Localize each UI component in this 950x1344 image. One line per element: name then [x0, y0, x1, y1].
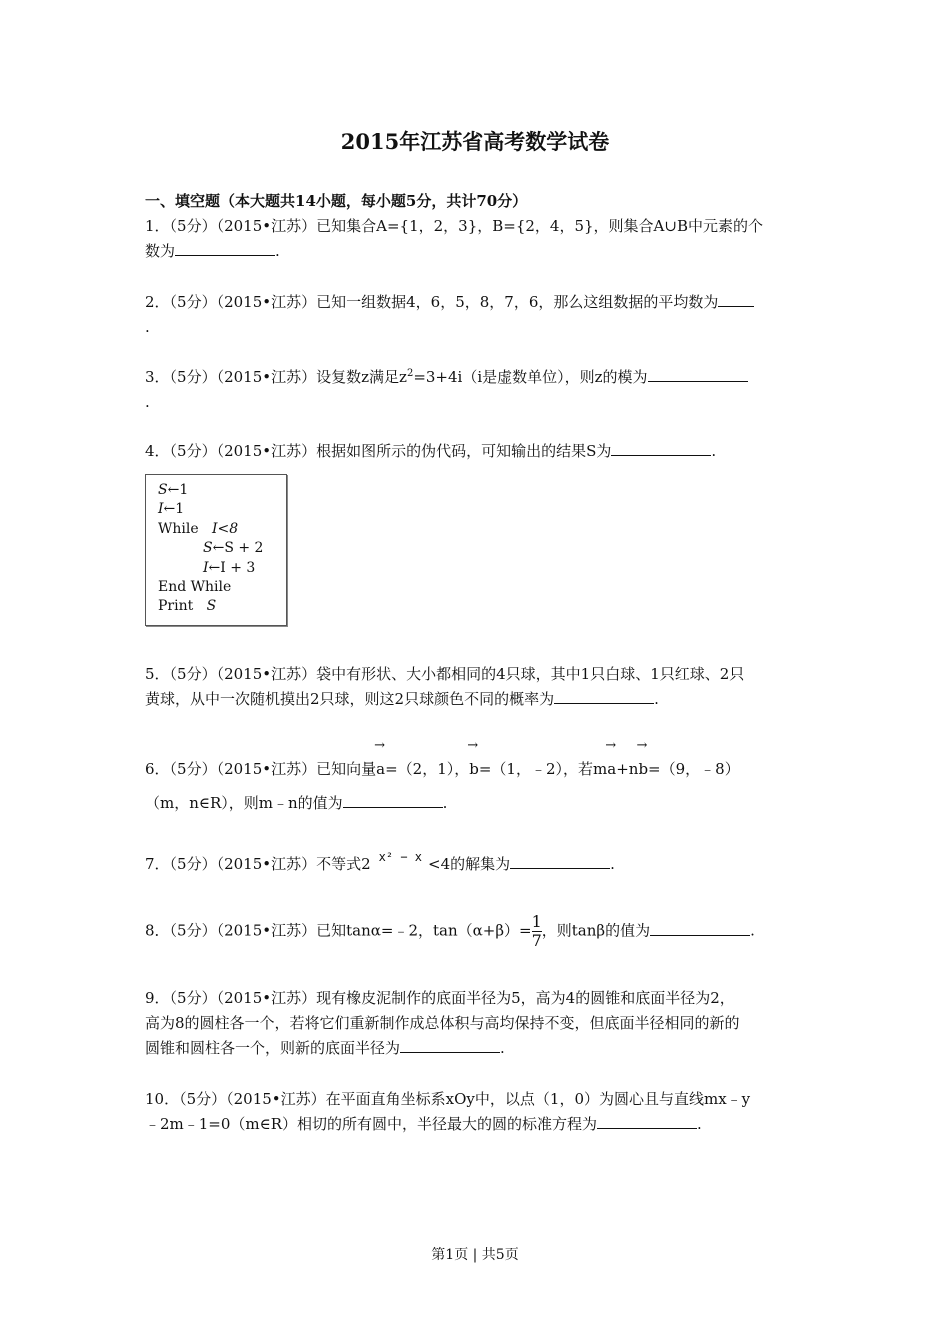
q-meta: （5分）（2015•江苏）	[169, 442, 317, 460]
q-meta: （5分）（2015•江苏）	[169, 921, 317, 940]
question-7: 7．（5分）（2015•江苏）不等式2 $^{x^2 - x}$ <4的解集为 .	[145, 850, 615, 873]
answer-blank	[597, 1113, 697, 1129]
code-line-6: End While	[158, 579, 232, 595]
q-meta: （5分）（2015•江苏）	[169, 665, 317, 683]
q-num: 9．	[145, 989, 170, 1007]
question-1: 1．（5分）（2015•江苏）已知集合A={1，2，3}，B={2，4，5}，则集合A∪B中元素的个 数为 .	[145, 217, 763, 260]
answer-blank	[510, 853, 610, 869]
q-num: 6．	[145, 760, 170, 778]
q-text: =3+4i（i是虚数单位），则z的模为	[413, 368, 648, 386]
question-5: 5．（5分）（2015•江苏）袋中有形状、大小都相同的4只球，其中1只白球、1只红球、2只 黄球，从中一次随机摸出2只球，则这2只球颜色不同的概率为 .	[145, 665, 745, 708]
vector-b: → b	[638, 752, 648, 786]
q-meta: （5分）（2015•江苏）	[169, 855, 317, 873]
page-title: 2015年江苏省高考数学试卷	[340, 129, 610, 154]
question-9: 9．（5分）（2015•江苏）现有橡皮泥制作的底面半径为5，高为4的圆锥和底面半径为2， 高为8的圆柱各一个，若将它们重新制作成总体积与高均保持不变，但底面半径相同的新的 圆锥和圆柱各一个，则新的底面半径为 .	[145, 989, 740, 1057]
answer-blank	[650, 920, 750, 936]
q-num: 3．	[145, 368, 170, 386]
vector-a: → a	[376, 752, 385, 786]
question-8: 8．（5分）（2015•江苏）已知tanα=﹣2，tan（α+β）= $\frac{1}{7}$ ，则tanβ的值为 .	[145, 912, 755, 950]
answer-blank	[175, 240, 275, 256]
q-text: 数为	[145, 242, 176, 260]
answer-blank	[400, 1037, 500, 1053]
code-line-7: Print S	[158, 598, 217, 614]
q-num: 10．	[145, 1090, 180, 1108]
question-10: 10．（5分）（2015•江苏）在平面直角坐标系xOy中，以点（1，0）为圆心且与直线mx﹣y ﹣2m﹣1=0（m∈R）相切的所有圆中，半径最大的圆的标准方程为 .	[145, 1090, 751, 1133]
code-line-4: S←S + 2	[203, 540, 264, 556]
vector-b: → b	[469, 752, 479, 786]
answer-blank	[648, 366, 748, 382]
q-text: 已知一组数据4，6，5，8，7，6，那么这组数据的平均数为	[316, 293, 719, 311]
section-heading: 一、填空题（本大题共14小题，每小题5分，共计70分）	[145, 192, 528, 210]
fraction: $\frac{1}{7}$	[531, 912, 542, 950]
q-text: 袋中有形状、大小都相同的4只球，其中1只白球、1只红球、2只	[316, 665, 745, 683]
code-line-2: I←1	[158, 501, 185, 517]
q-meta: （5分）（2015•江苏）	[169, 217, 317, 235]
question-2: 2．（5分）（2015•江苏）已知一组数据4，6，5，8，7，6，那么这组数据的平均数为 .	[145, 290, 754, 340]
q-text: 根据如图所示的伪代码，可知输出的结果S为	[316, 442, 612, 460]
vector-a: → a	[607, 752, 616, 786]
q-text: ﹣2m﹣1=0（m∈R）相切的所有圆中，半径最大的圆的标准方程为	[145, 1115, 598, 1133]
q-text: （m，n∈R），则m﹣n的值为	[145, 794, 343, 812]
q-meta: （5分）（2015•江苏）	[179, 1090, 326, 1108]
q-meta: （5分）（2015•江苏）	[169, 293, 317, 311]
q-num: 7．	[145, 855, 170, 873]
answer-blank	[718, 291, 754, 307]
q-meta: （5分）（2015•江苏）	[169, 989, 317, 1007]
q-text: 圆锥和圆柱各一个，则新的底面半径为	[145, 1039, 401, 1057]
question-4: 4．（5分）（2015•江苏）根据如图所示的伪代码，可知输出的结果S为 .	[145, 442, 717, 460]
answer-blank	[554, 688, 654, 704]
code-line-3: While I<8	[158, 521, 239, 537]
q-num: 5．	[145, 665, 170, 683]
question-6: 6．（5分）（2015•江苏）已知向量→ a=（2，1），→ b=（1，﹣2），若m→ a+n→ b=（9，﹣8） （m，n∈R），则m﹣n的值为 .	[145, 752, 740, 820]
question-3: 3．（5分）（2015•江苏）设复数z满足$z^2=3+4i(i$是虚数单位），则z的模为 .	[145, 365, 748, 415]
q-text: 现有橡皮泥制作的底面半径为5，高为4的圆锥和底面半径为2，	[316, 989, 735, 1007]
q-text: 在平面直角坐标系xOy中，以点（1，0）为圆心且与直线mx﹣y	[325, 1090, 751, 1108]
page-footer: 第1页 | 共5页	[431, 1247, 519, 1263]
q-meta: （5分）（2015•江苏）	[169, 368, 317, 386]
answer-blank	[343, 792, 443, 808]
q-num: 2．	[145, 293, 170, 311]
q-text: 高为8的圆柱各一个，若将它们重新制作成总体积与高均保持不变，但底面半径相同的新的	[145, 1014, 740, 1032]
q-num: 8．	[145, 921, 170, 940]
q-text: 设复数z满足z	[316, 368, 407, 386]
code-line-1: S←1	[158, 482, 189, 498]
q-text: 黄球，从中一次随机摸出2只球，则这2只球颜色不同的概率为	[145, 690, 555, 708]
q-num: 4．	[145, 442, 170, 460]
q-num: 1．	[145, 217, 170, 235]
q-meta: （5分）（2015•江苏）	[169, 760, 317, 778]
exponent: x² − x	[378, 850, 423, 864]
pseudocode-box	[145, 474, 287, 626]
code-line-5: I←I + 3	[203, 560, 256, 576]
q-text: 已知集合A={1，2，3}，B={2，4，5}，则集合A∪B中元素的个	[316, 217, 763, 235]
answer-blank	[611, 440, 711, 456]
